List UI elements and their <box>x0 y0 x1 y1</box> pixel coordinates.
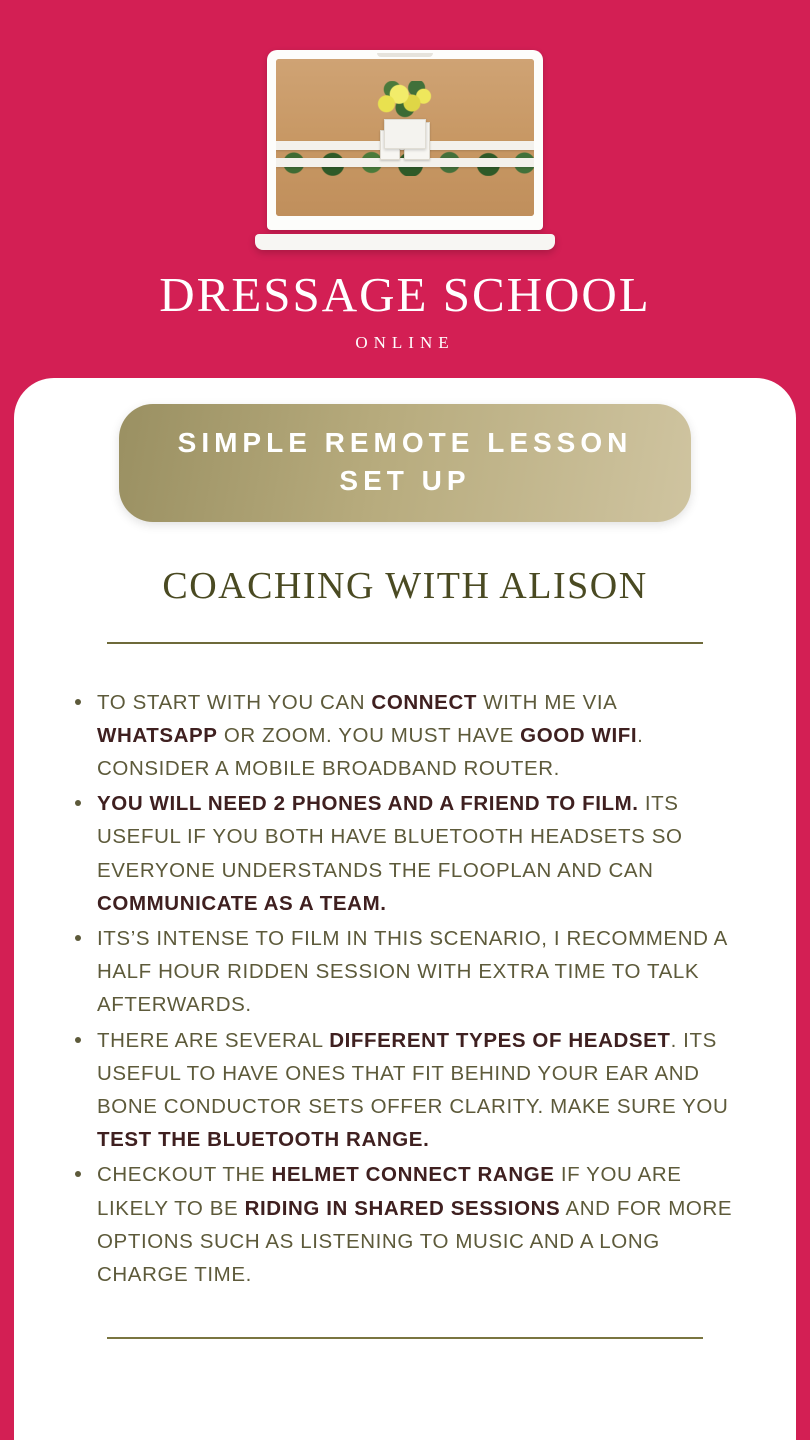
emphasis-text: DIFFERENT TYPES OF HEADSET <box>329 1028 671 1052</box>
list-item <box>69 1158 741 1291</box>
list-item <box>69 922 741 1022</box>
brand-subtitle: ONLINE <box>355 333 455 352</box>
body-text: ITS USEFUL IF YOU BOTH HAVE BLUETOOTH HEADSETS SO EVERYONE UNDERSTANDS THE FLOOPLAN AND CAN <box>97 792 683 882</box>
laptop-body <box>267 50 543 230</box>
list-item <box>69 787 741 920</box>
body-text: AND FOR MORE OPTIONS SUCH AS LISTENING TO MUSIC AND A LONG CHARGE TIME. <box>97 1196 733 1287</box>
flowers <box>376 81 434 119</box>
body-text: IF YOU ARE LIKELY TO BE <box>97 1163 682 1220</box>
body-text: . ITS USEFUL TO HAVE ONES THAT FIT BEHIND YOUR EAR AND BONE CONDUCTOR SETS OFFER CLARITY. MAKE SURE YOU <box>97 1028 729 1119</box>
content-card <box>14 378 796 1440</box>
section-title-pill <box>119 404 691 522</box>
bottom-spacer <box>14 1339 796 1439</box>
flower-planter <box>376 81 434 149</box>
brand-title: DRESSAGE SCHOOL <box>159 267 651 322</box>
body-text: THERE ARE SEVERAL <box>97 1028 330 1052</box>
body-text: TO START WITH YOU CAN <box>97 690 372 714</box>
emphasis-text: WHATSAPP <box>97 723 218 747</box>
body-text: ITS’S INTENSE TO FILM IN THIS SCENARIO, I RECOMMEND A HALF HOUR RIDDEN SESSION WITH EXTRA TIME TO TALK AFTERWARDS. <box>97 927 727 1017</box>
body-text: WITH ME VIA <box>476 690 617 714</box>
laptop-base <box>255 234 555 250</box>
emphasis-text: COMMUNICATE AS A TEAM. <box>97 891 387 915</box>
emphasis-text: YOU WILL NEED 2 PHONES AND A FRIEND TO FILM. <box>97 792 639 816</box>
header-banner <box>0 0 810 400</box>
laptop-screen-photo <box>276 59 534 216</box>
tips-list <box>69 686 741 1292</box>
emphasis-text: HELMET CONNECT RANGE <box>271 1163 555 1187</box>
planter-pot <box>384 119 426 149</box>
emphasis-text: TEST THE BLUETOOTH RANGE. <box>97 1128 430 1152</box>
laptop-illustration <box>255 50 555 250</box>
laptop-notch <box>377 53 433 57</box>
list-item <box>69 686 741 786</box>
emphasis-text: GOOD WIFI <box>520 723 638 747</box>
body-text: OR ZOOM. YOU MUST HAVE <box>217 723 521 747</box>
body-text: CHECKOUT THE <box>97 1163 272 1187</box>
emphasis-text: CONNECT <box>371 690 477 714</box>
list-item <box>69 1024 741 1157</box>
emphasis-text: RIDING IN SHARED SESSIONS <box>244 1196 561 1220</box>
page-title: COACHING WITH ALISON <box>162 564 648 607</box>
body-text: . CONSIDER A MOBILE BROADBAND ROUTER. <box>97 723 644 780</box>
divider-top <box>107 642 703 644</box>
section-title: SIMPLE REMOTE LESSON SET UP <box>177 427 633 496</box>
